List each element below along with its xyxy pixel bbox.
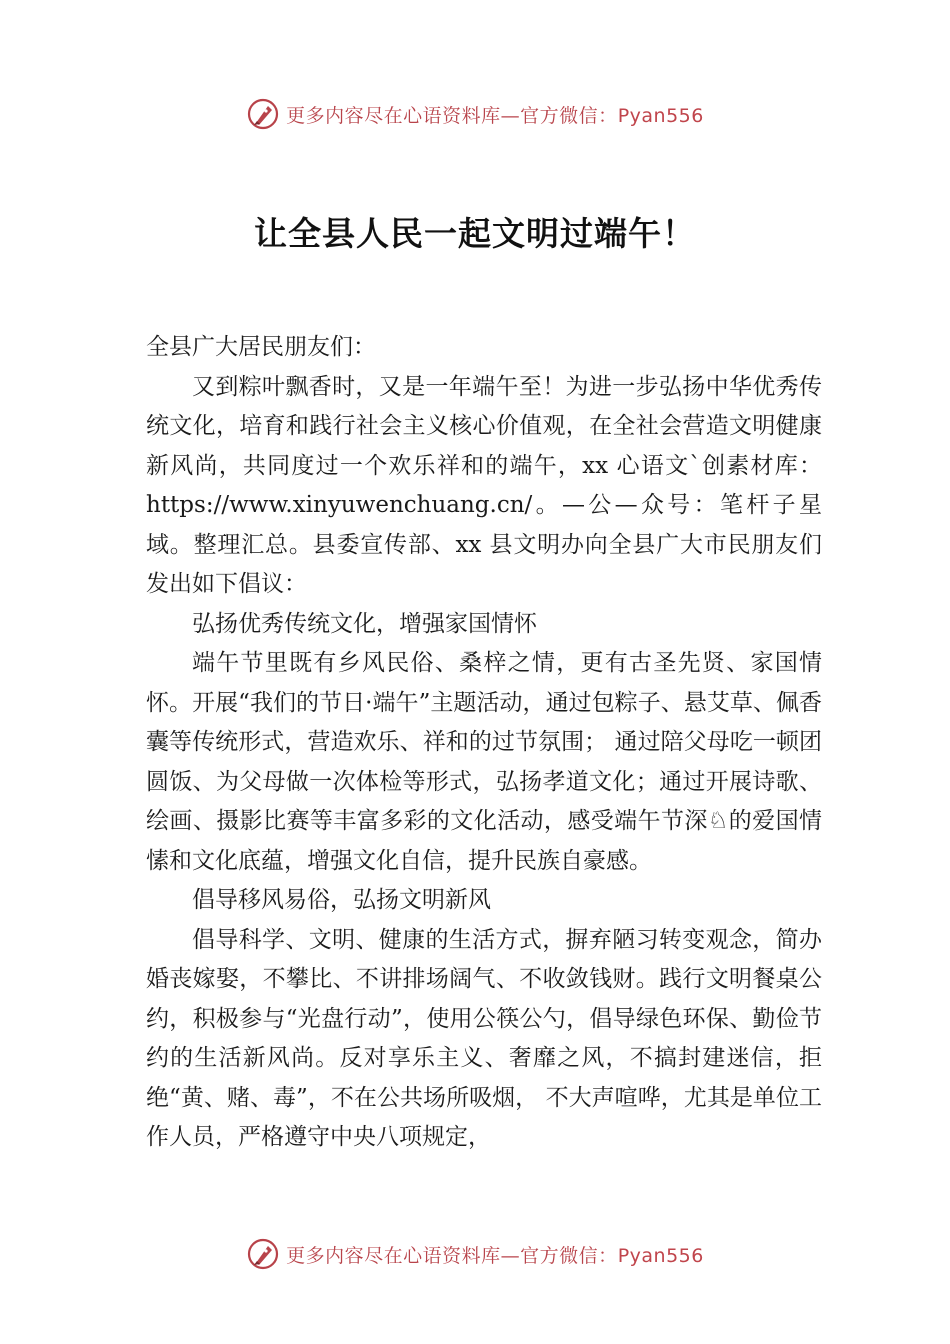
banner-wechat-label: 官方微信： <box>520 1244 618 1267</box>
section-heading-customs: 倡导移风易俗，弘扬文明新风 <box>192 887 491 913</box>
customs-paragraph: 倡导科学、文明、健康的生活方式，摒弃陋习转变观念，简办婚丧嫁娶，不攀比、不讲排场阔气、不收敛钱财。践行文明餐桌公约，积极参与“光盘行动”，使用公筷公勺，倡导绿色环保、勤俭节约的生活新风尚。反对享乐主义、奢靡之风，不搞封建迷信，拒绝“黄、赌、毒”，不在公共场所吸烟， 不大声喧哗，尤其是单位工作人员，严格遵守中央八项规定， <box>146 926 822 1150</box>
banner-wechat-id: Pyan556 <box>617 104 704 127</box>
header-watermark-banner <box>0 92 950 136</box>
salutation-paragraph: 全县广大居民朋友们： <box>146 334 376 360</box>
document-title: 让全县人民一起文明过端午！ <box>254 214 696 253</box>
banner-slogan: 更多内容尽在心语资料库 <box>286 1244 501 1267</box>
banner-dash: — <box>500 1244 521 1267</box>
banner-dash: — <box>500 104 521 127</box>
footer-watermark-banner <box>0 1232 950 1276</box>
banner-wechat-id: Pyan556 <box>617 1244 704 1267</box>
banner-slogan: 更多内容尽在心语资料库 <box>286 104 501 127</box>
pen-nib-logo-icon <box>246 97 280 131</box>
pen-nib-logo-icon <box>246 1237 280 1271</box>
intro-paragraph: 又到粽叶飘香时，又是一年端午至！为进一步弘扬中华优秀传统文化，培育和践行社会主义核心价值观，在全社会营造文明健康新风尚，共同度过一个欢乐祥和的端午，xx 心语文`创素材库：https://www.xinyuwenchuang.cn/。—公—众号：笔杆子星域。整理汇总。县委宣传部、xx 县文明办向全县广大市民朋友们发出如下倡议： <box>146 373 822 597</box>
banner-wechat-label: 官方微信： <box>520 104 618 127</box>
culture-paragraph: 端午节里既有乡风民俗、桑梓之情，更有古圣先贤、家国情怀。开展“我们的节日·端午”主题活动，通过包粽子、悬艾草、佩香囊等传统形式，营造欢乐、祥和的过节氛围； 通过陪父母吃一顿团圆饭、为父母做一次体检等形式，弘扬孝道文化；通过开展诗歌、绘画、摄影比赛等丰富多彩的文化活动，感受端午节深♘的爱国情愫和文化底蕴，增强文化自信，提升民族自豪感。 <box>146 650 822 874</box>
section-heading-culture: 弘扬优秀传统文化，增强家国情怀 <box>192 610 537 637</box>
document-body <box>146 328 822 1158</box>
